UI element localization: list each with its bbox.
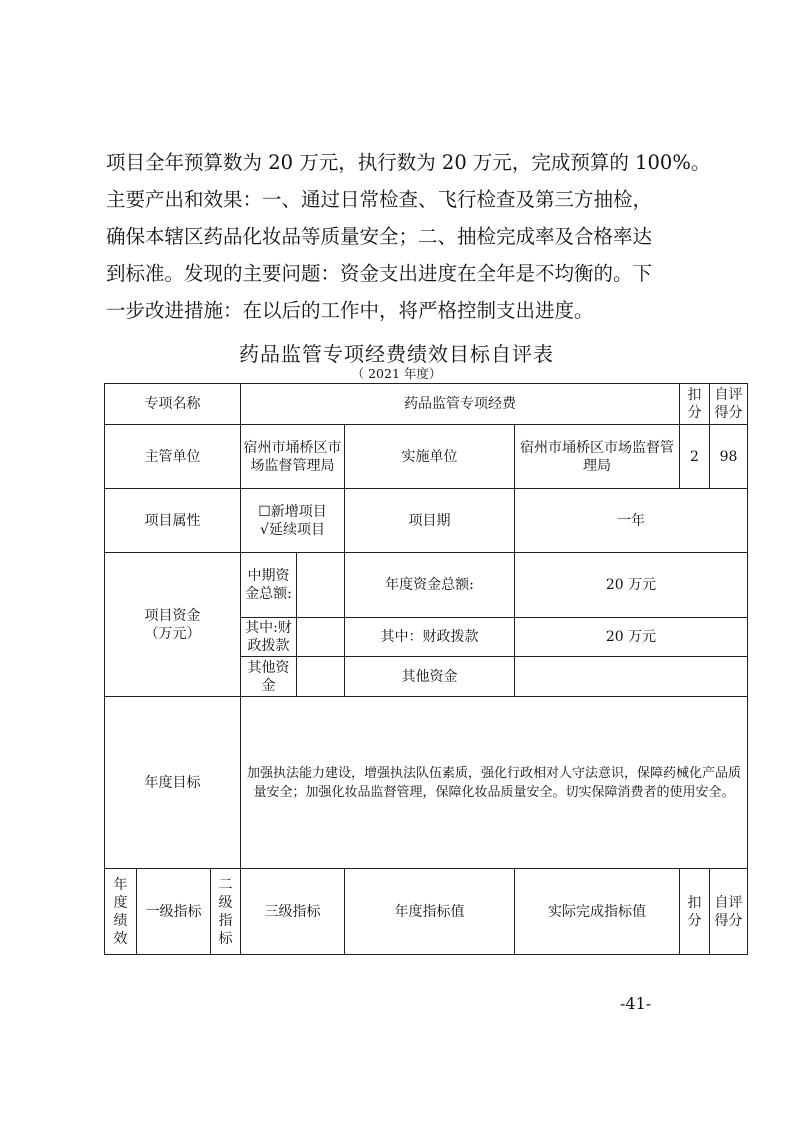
- table-row: [105, 425, 748, 489]
- project-name-value: 药品监管专项经费: [241, 384, 680, 425]
- paragraph-line: 项目全年预算数为 20 万元，执行数为 20 万元，完成预算的 100%。: [106, 151, 711, 174]
- annual-goal-text: 加强执法能力建设，增强执法队伍素质，强化行政相对人守法意识，保障药械化产品质量安全；加强化妆品监督管理，保障化妆品质量安全。切实保障消费者的使用安全。: [241, 697, 748, 869]
- supervisor-value: 宿州市埇桥区市场监督管理局: [241, 425, 345, 489]
- funds-label-text: 项目资金: [144, 607, 201, 624]
- table-row: [105, 553, 748, 618]
- annual-indicator-value-header: 年度指标值: [345, 869, 515, 955]
- performance-table: [104, 383, 748, 955]
- attribute-options: [241, 489, 345, 553]
- project-name-label: 专项名称: [105, 384, 241, 425]
- paragraph-line: 一步改进措施：在以后的工作中，将严格控制支出进度。: [106, 299, 594, 322]
- self-score-value: 98: [710, 425, 748, 489]
- annual-goal-label: 年度目标: [105, 697, 241, 869]
- deduct-value: 2: [680, 425, 710, 489]
- period-value: 一年: [515, 489, 748, 553]
- page-number: -41-: [620, 994, 652, 1013]
- table-row: [105, 489, 748, 553]
- deduct-header: 扣分: [680, 384, 710, 425]
- table-title: 药品监管专项经费绩效目标自评表: [239, 342, 554, 366]
- funds-unit: （万元）: [144, 625, 201, 642]
- period-label: 项目期: [345, 489, 515, 553]
- table-row: [105, 697, 748, 869]
- paragraph-line: 主要产出和效果：一、通过日常检查、飞行检查及第三方抽检，: [106, 188, 653, 211]
- fiscal-value-left: [297, 618, 345, 657]
- fiscal-label-left: 其中:财政拨款: [241, 618, 297, 657]
- level1-indicator-header: 一级指标: [137, 869, 211, 955]
- other-label: 其他资金: [345, 657, 515, 697]
- other-label-left: 其他资金: [241, 657, 297, 697]
- self-score-header: 自评得分: [710, 869, 748, 955]
- annual-performance-header: 年度绩效: [105, 869, 137, 955]
- other-value-left: [297, 657, 345, 697]
- attribute-label: 项目属性: [105, 489, 241, 553]
- annual-total-value: 20 万元: [515, 553, 748, 618]
- deduct-header: 扣分: [680, 869, 710, 955]
- implementer-label: 实施单位: [345, 425, 515, 489]
- actual-indicator-value-header: 实际完成指标值: [515, 869, 680, 955]
- other-value: [515, 657, 748, 697]
- level2-indicator-header: 二级指标: [211, 869, 241, 955]
- funds-label: [105, 553, 241, 697]
- table-row: [105, 384, 748, 425]
- intro-paragraph: [106, 144, 711, 329]
- annual-total-label: 年度资金总额:: [345, 553, 515, 618]
- paragraph-line: 到标准。发现的主要问题：资金支出进度在全年是不均衡的。下: [106, 262, 653, 285]
- table-subtitle: （ 2021 年度）: [351, 366, 442, 381]
- fiscal-label: 其中：财政拨款: [345, 618, 515, 657]
- supervisor-label: 主管单位: [105, 425, 241, 489]
- self-score-header: 自评得分: [710, 384, 748, 425]
- option-new-project: ☐新增项目: [258, 503, 327, 520]
- implementer-value: 宿州市埇桥区市场监督管理局: [515, 425, 680, 489]
- level3-indicator-header: 三级指标: [241, 869, 345, 955]
- mid-total-value: [297, 553, 345, 618]
- fiscal-value: 20 万元: [515, 618, 748, 657]
- mid-total-label: 中期资金总额:: [241, 553, 297, 618]
- option-continued-project: √延续项目: [260, 521, 325, 538]
- paragraph-line: 确保本辖区药品化妆品等质量安全；二、抽检完成率及合格率达: [106, 225, 653, 248]
- table-row: [105, 869, 748, 955]
